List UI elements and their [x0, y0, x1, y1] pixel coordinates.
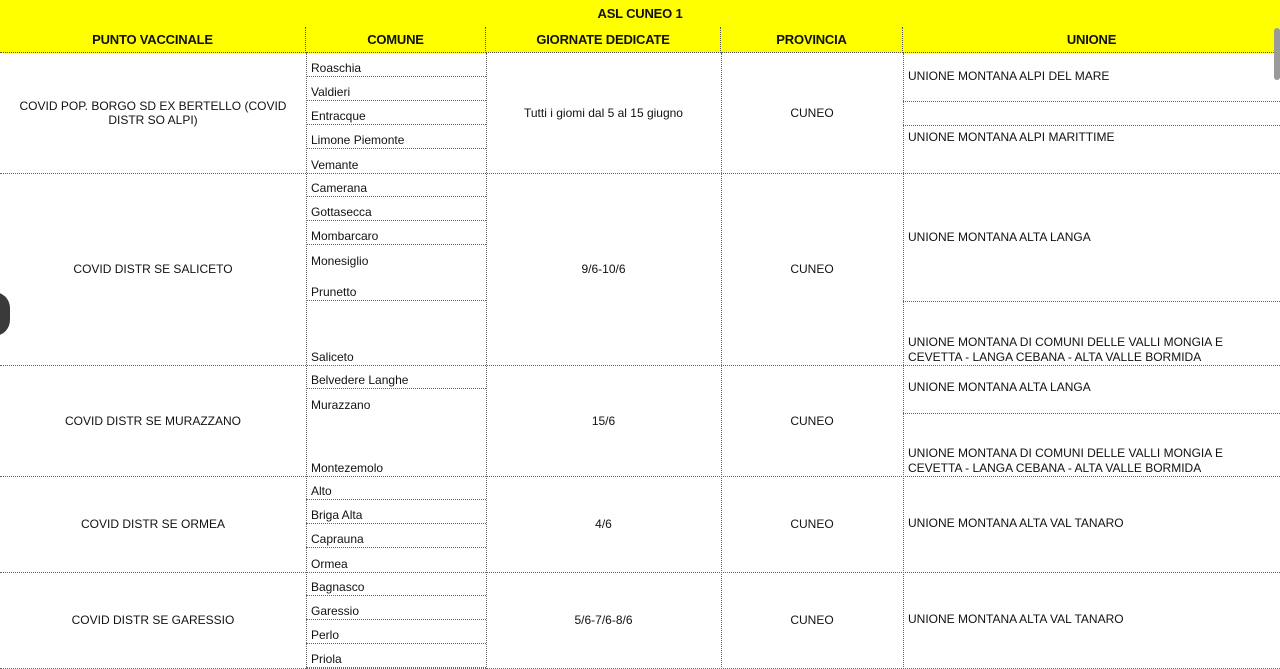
comune-cell: Saliceto [311, 350, 354, 364]
comune-cell: Ormea [311, 557, 348, 571]
unione-cell: UNIONE MONTANA ALTA VAL TANARO [908, 516, 1124, 530]
comune-cell: Monesiglio [311, 254, 369, 268]
punto-vaccinale-cell: COVID POP. BORGO SD EX BERTELLO (COVID DISTR SO ALPI) [19, 99, 287, 127]
header-provincia: PROVINCIA [721, 27, 903, 53]
giornate-cell: 5/6-7/6-8/6 [574, 613, 633, 627]
unione-cell: UNIONE MONTANA ALPI MARITTIME [908, 130, 1115, 144]
unione-cell: UNIONE MONTANA ALPI DEL MARE [908, 69, 1110, 83]
comune-cell: Vemante [311, 158, 359, 172]
table-title: ASL CUNEO 1 [0, 0, 1280, 28]
unione-cell: UNIONE MONTANA ALTA LANGA [908, 230, 1091, 244]
comune-cell: Limone Piemonte [306, 125, 486, 149]
provincia-cell: CUNEO [790, 517, 834, 531]
giornate-cell: 4/6 [595, 517, 612, 531]
comune-cell: Garessio [306, 596, 486, 620]
header-comune: COMUNE [306, 27, 486, 53]
unione-cell: UNIONE MONTANA DI COMUNI DELLE VALLI MONGIA E CEVETTA - LANGA CEBANA - ALTA VALLE BORMIDA [908, 335, 1223, 364]
header-punto-vaccinale: PUNTO VACCINALE [0, 27, 306, 53]
punto-vaccinale-cell: COVID DISTR SE ORMEA [80, 517, 226, 531]
comune-cell: Murazzano [311, 398, 371, 412]
comune-cell: Valdieri [306, 77, 486, 101]
comune-cell: Alto [306, 476, 486, 500]
row-divider [903, 101, 1280, 102]
giornate-cell: 15/6 [591, 413, 616, 428]
provincia-cell: CUNEO [790, 613, 834, 627]
punto-vaccinale-cell: COVID DISTR SE MURAZZANO [64, 413, 241, 428]
comune-cell: Entracque [306, 101, 486, 125]
provincia-cell: CUNEO [790, 106, 834, 120]
header-giornate-dedicate: GIORNATE DEDICATE [486, 27, 721, 53]
unione-cell: UNIONE MONTANA DI COMUNI DELLE VALLI MONGIA E CEVETTA - LANGA CEBANA - ALTA VALLE BORMIDA [908, 446, 1223, 475]
header-unione: UNIONE [903, 27, 1280, 53]
comune-cell: Belvedere Langhe [306, 365, 486, 389]
provincia-cell: CUNEO [790, 262, 834, 276]
punto-vaccinale-cell: COVID DISTR SE GARESSIO [71, 613, 235, 627]
vertical-scrollbar-thumb[interactable] [1274, 28, 1280, 80]
unione-cell: UNIONE MONTANA ALTA LANGA [908, 380, 1091, 394]
row-divider [903, 301, 1280, 302]
comune-cell: Roaschia [306, 53, 486, 77]
giornate-cell: Tutti i giomi dal 5 al 15 giugno [524, 106, 683, 120]
comune-cell: Montezemolo [311, 461, 384, 475]
comune-cell: Perlo [306, 620, 486, 644]
comune-cell: Caprauna [306, 524, 486, 548]
comune-cell: Gottasecca [306, 197, 486, 221]
provincia-cell: CUNEO [790, 413, 834, 428]
giornate-cell: 9/6-10/6 [581, 262, 626, 276]
comune-cell: Priola [306, 644, 486, 668]
row-divider [903, 413, 1280, 414]
unione-cell: UNIONE MONTANA ALTA VAL TANARO [908, 612, 1124, 626]
comune-cell: Bagnasco [306, 572, 486, 596]
comune-cell: Mombarcaro [306, 221, 486, 245]
punto-vaccinale-cell: COVID DISTR SE SALICETO [73, 262, 233, 276]
comune-cell: Camerana [306, 173, 486, 197]
comune-cell: Briga Alta [306, 500, 486, 524]
comune-cell: Prunetto [306, 269, 486, 301]
row-divider [903, 125, 1280, 126]
